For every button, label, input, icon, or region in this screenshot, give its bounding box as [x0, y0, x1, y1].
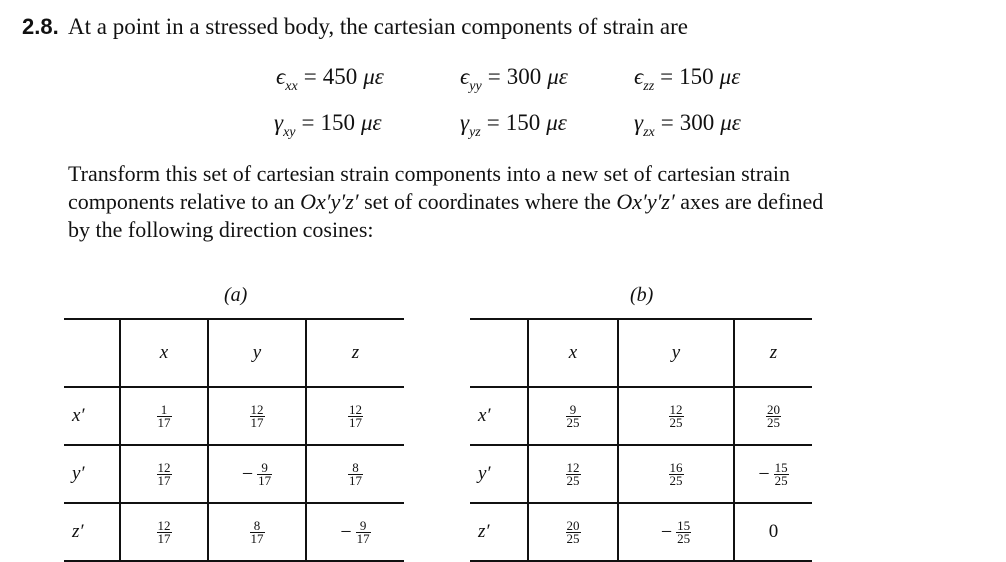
- column-header-y: y: [208, 319, 306, 387]
- column-header-x: x: [120, 319, 208, 387]
- fraction: [348, 459, 363, 488]
- column-header-y: y: [618, 319, 734, 387]
- direction-cosine-cell: [618, 387, 734, 445]
- table-row: [64, 387, 404, 445]
- fraction-numerator: 12: [566, 459, 580, 475]
- fraction-denominator: 17: [356, 530, 370, 546]
- problem-intro: At a point in a stressed body, the cartesian components of strain are: [68, 14, 688, 39]
- direction-cosine-cell: [208, 387, 306, 445]
- fraction: [356, 517, 371, 546]
- fraction: [676, 517, 691, 546]
- column-header-z: z: [734, 319, 812, 387]
- table-corner-cell: [470, 319, 528, 387]
- fraction: [669, 401, 684, 430]
- fraction-numerator: 12: [349, 401, 362, 417]
- fraction-numerator: 15: [677, 517, 691, 533]
- fraction: [566, 459, 581, 488]
- direction-cosine-cell: [618, 445, 734, 503]
- direction-cosine-cell: [120, 387, 208, 445]
- coord-system: Ox′y′z′: [616, 189, 675, 214]
- column-header-x: x: [528, 319, 618, 387]
- fraction: [774, 459, 789, 488]
- fraction: [669, 459, 684, 488]
- fraction-numerator: 9: [566, 404, 581, 417]
- coord-system: Ox′y′z′: [300, 189, 359, 214]
- direction-cosine-table-b: [470, 318, 812, 562]
- direction-cosine-cell: [306, 445, 404, 503]
- row-label: y′: [64, 445, 120, 503]
- row-label: y′: [470, 445, 528, 503]
- strain-gzx: $\gamma_{zx} = 300$ με: [634, 110, 741, 140]
- fraction: [566, 401, 581, 430]
- paragraph-line-2: components relative to an Ox′y′z′ set of coordinates where the Ox′y′z′ axes are defined: [68, 189, 824, 214]
- fraction: [566, 517, 581, 546]
- fraction: [157, 401, 172, 430]
- minus-sign: −: [758, 462, 770, 485]
- fraction-denominator: 17: [157, 414, 171, 430]
- fraction: [157, 517, 172, 546]
- fraction-denominator: 25: [669, 472, 683, 488]
- fraction: [348, 401, 363, 430]
- minus-sign: −: [340, 520, 352, 543]
- cell-value: 0: [768, 521, 779, 542]
- direction-cosine-cell: [734, 387, 812, 445]
- table-b-caption: (b): [630, 284, 654, 306]
- strain-row-shear: [250, 110, 790, 140]
- direction-cosine-cell: [528, 387, 618, 445]
- table-row: [470, 445, 812, 503]
- strain-eyy: $\epsilon_{yy} = 300$ με: [460, 64, 568, 94]
- fraction-denominator: 17: [349, 472, 362, 488]
- row-label: z′: [64, 503, 120, 561]
- fraction-numerator: 16: [669, 459, 683, 475]
- strain-exx: $\epsilon_{xx} = 450$ με: [276, 64, 384, 94]
- direction-cosine-table-a: [64, 318, 404, 562]
- direction-cosine-cell: [120, 503, 208, 561]
- direction-cosine-cell: [306, 387, 404, 445]
- fraction-denominator: 25: [566, 530, 580, 546]
- paragraph-line-1: Transform this set of cartesian strain components into a new set of cartesian strain: [68, 161, 790, 186]
- fraction-numerator: 20: [767, 401, 780, 417]
- fraction: [250, 401, 265, 430]
- column-header-z: z: [306, 319, 404, 387]
- direction-cosine-cell: [208, 503, 306, 561]
- direction-cosine-cell: [528, 503, 618, 561]
- table-header-row: [64, 319, 404, 387]
- row-label: x′: [470, 387, 528, 445]
- fraction-numerator: 9: [257, 462, 272, 475]
- row-label: z′: [470, 503, 528, 561]
- direction-cosine-cell: [120, 445, 208, 503]
- direction-cosine-cell: [208, 445, 306, 503]
- fraction-denominator: 25: [566, 414, 580, 430]
- fraction-numerator: 12: [669, 401, 683, 417]
- row-label: x′: [64, 387, 120, 445]
- table-row: [64, 503, 404, 561]
- fraction-numerator: 1: [157, 404, 172, 417]
- fraction-denominator: 17: [250, 530, 264, 546]
- fraction-denominator: 17: [258, 472, 272, 488]
- fraction-denominator: 17: [250, 414, 264, 430]
- fraction-numerator: 8: [348, 462, 363, 475]
- table-corner-cell: [64, 319, 120, 387]
- fraction-denominator: 25: [669, 414, 683, 430]
- strain-gyz: $\gamma_{yz} = 150$ με: [460, 110, 567, 140]
- table-row: [470, 503, 812, 561]
- table-row: [470, 387, 812, 445]
- minus-sign: −: [241, 462, 254, 485]
- problem-number: 2.8.: [22, 14, 59, 39]
- strain-gxy: $\gamma_{xy} = 150$ με: [274, 110, 382, 140]
- fraction-denominator: 17: [157, 530, 171, 546]
- problem-paragraph: [68, 160, 988, 244]
- fraction-denominator: 25: [774, 472, 788, 488]
- fraction: [766, 401, 781, 430]
- strain-row-normal: [250, 64, 790, 94]
- fraction: [257, 459, 272, 488]
- fraction-denominator: 25: [677, 530, 691, 546]
- paragraph-line-3: by the following direction cosines:: [68, 217, 374, 242]
- direction-cosine-cell: [734, 503, 812, 561]
- fraction-numerator: 12: [250, 401, 264, 417]
- direction-cosine-cell: [734, 445, 812, 503]
- fraction: [250, 517, 265, 546]
- fraction-numerator: 9: [356, 520, 371, 533]
- fraction-numerator: 20: [566, 517, 580, 533]
- fraction-numerator: 15: [774, 459, 788, 475]
- fraction-numerator: 8: [250, 520, 265, 533]
- table-a-caption: (a): [224, 284, 248, 306]
- fraction-denominator: 25: [566, 472, 580, 488]
- strain-ezz: $\epsilon_{zz} = 150$ με: [634, 64, 741, 94]
- direction-cosine-cell: [306, 503, 404, 561]
- fraction-denominator: 17: [349, 414, 362, 430]
- fraction-numerator: 12: [157, 517, 171, 533]
- table-row: [64, 445, 404, 503]
- table-header-row: [470, 319, 812, 387]
- direction-cosine-cell: [528, 445, 618, 503]
- fraction: [157, 459, 172, 488]
- fraction-denominator: 25: [767, 414, 780, 430]
- direction-cosine-cell: [618, 503, 734, 561]
- fraction-numerator: 12: [157, 459, 171, 475]
- minus-sign: −: [660, 520, 673, 543]
- fraction-denominator: 17: [157, 472, 171, 488]
